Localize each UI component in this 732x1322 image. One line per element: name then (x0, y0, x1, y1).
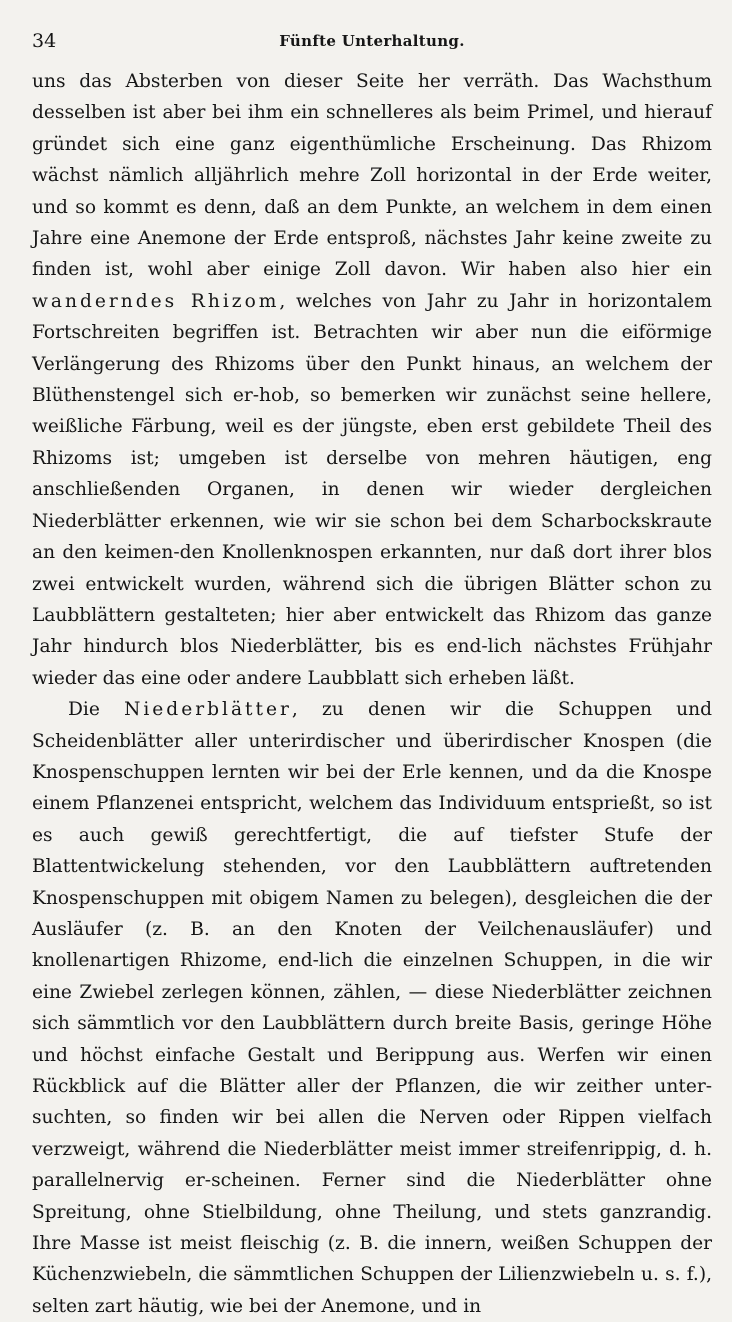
emphasis-wanderndes-rhizom: wanderndes Rhizom (32, 290, 280, 312)
paragraph-2 (32, 694, 712, 1322)
emphasis-niederblaetter: Niederblätter (124, 699, 292, 721)
paragraph-2-text-a: Die (68, 699, 125, 721)
paragraph-2-text-b: , zu denen wir die Schuppen und Scheidenblätter aller unterirdischer und überirdischer Knospen (die Knospenschuppen lernten wir bei der Erle kennen, und da die Knospe einem Pflanzenei entspricht, welchem das Individuum entsprießt, so ist es auch gewiß gerechtfertigt, die auf tiefster Stufe der Blattentwickelung stehenden, vor den Laubblättern auftretenden Knospenschuppen mit obigem Namen zu belegen), desgleichen die der Ausläufer (z. B. an den Knoten der Veilchenausläufer) und knollenartigen Rhizome, end-lich die einzelnen Schuppen, in die wir eine Zwiebel zerlegen können, zählen, — diese Niederblätter zeichnen sich sämmtlich vor den Laubblättern durch breite Basis, geringe Höhe und höchst einfache Gestalt und Berippung aus. Werfen wir einen Rückblick auf die Blätter aller der Pflanzen, die wir zeither unter-suchten, so finden wir bei allen die Nerven oder Rippen vielfach verzweigt, während die Niederblätter meist immer streifenrippig, d. h. parallelnervig er-scheinen. Ferner sind die Niederblätter ohne Spreitung, ohne Stielbildung, ohne Theilung, und stets ganzrandig. Ihre Masse ist meist fleischig (z. B. die innern, weißen Schuppen der Küchenzwiebeln, die sämmtlichen Schuppen der Lilienzwiebeln u. s. f.), selten zart häutig, wie bei der Anemone, und in (32, 699, 712, 1317)
page-number: 34 (32, 30, 57, 52)
running-head (32, 30, 712, 56)
paragraph-1-text-a: uns das Absterben von dieser Seite her verräth. Das Wachsthum desselben ist aber bei ihm ein schnelleres als beim Primel, und hierauf gründet sich eine ganz eigenthümliche Erscheinung. Das Rhizom wächst nämlich alljährlich mehre Zoll horizontal in der Erde weiter, und so kommt es denn, daß an dem Punkte, an welchem in dem einen Jahre eine Anemone der Erde entsproß, nächstes Jahr keine zweite zu finden ist, wohl aber einige Zoll davon. Wir haben also hier ein (32, 71, 712, 281)
paragraph-1-text-b: , welches von Jahr zu Jahr in horizontalem Fortschreiten begriffen ist. Betrachten wir aber nun die eiförmige Verlängerung des Rhizoms über den Punkt hinaus, an welchem der Blüthenstengel sich er-hob, so bemerken wir zunächst seine hellere, weißliche Färbung, weil es der jüngste, eben erst gebildete Theil des Rhizoms ist; umgeben ist derselbe von mehren häutigen, eng anschließenden Organen, in denen wir wieder dergleichen Niederblätter erkennen, wie wir sie schon bei dem Scharbockskraute an den keimen-den Knollenknospen erkannten, nur daß dort ihrer blos zwei entwickelt wurden, während sich die übrigen Blätter schon zu Laubblättern gestalteten; hier aber entwickelt das Rhizom das ganze Jahr hindurch blos Niederblätter, bis es end-lich nächstes Frühjahr wieder das eine oder andere Laubblatt sich erheben läßt. (32, 290, 712, 689)
paragraph-1 (32, 66, 712, 694)
chapter-title: Fünfte Unterhaltung. (279, 32, 465, 50)
